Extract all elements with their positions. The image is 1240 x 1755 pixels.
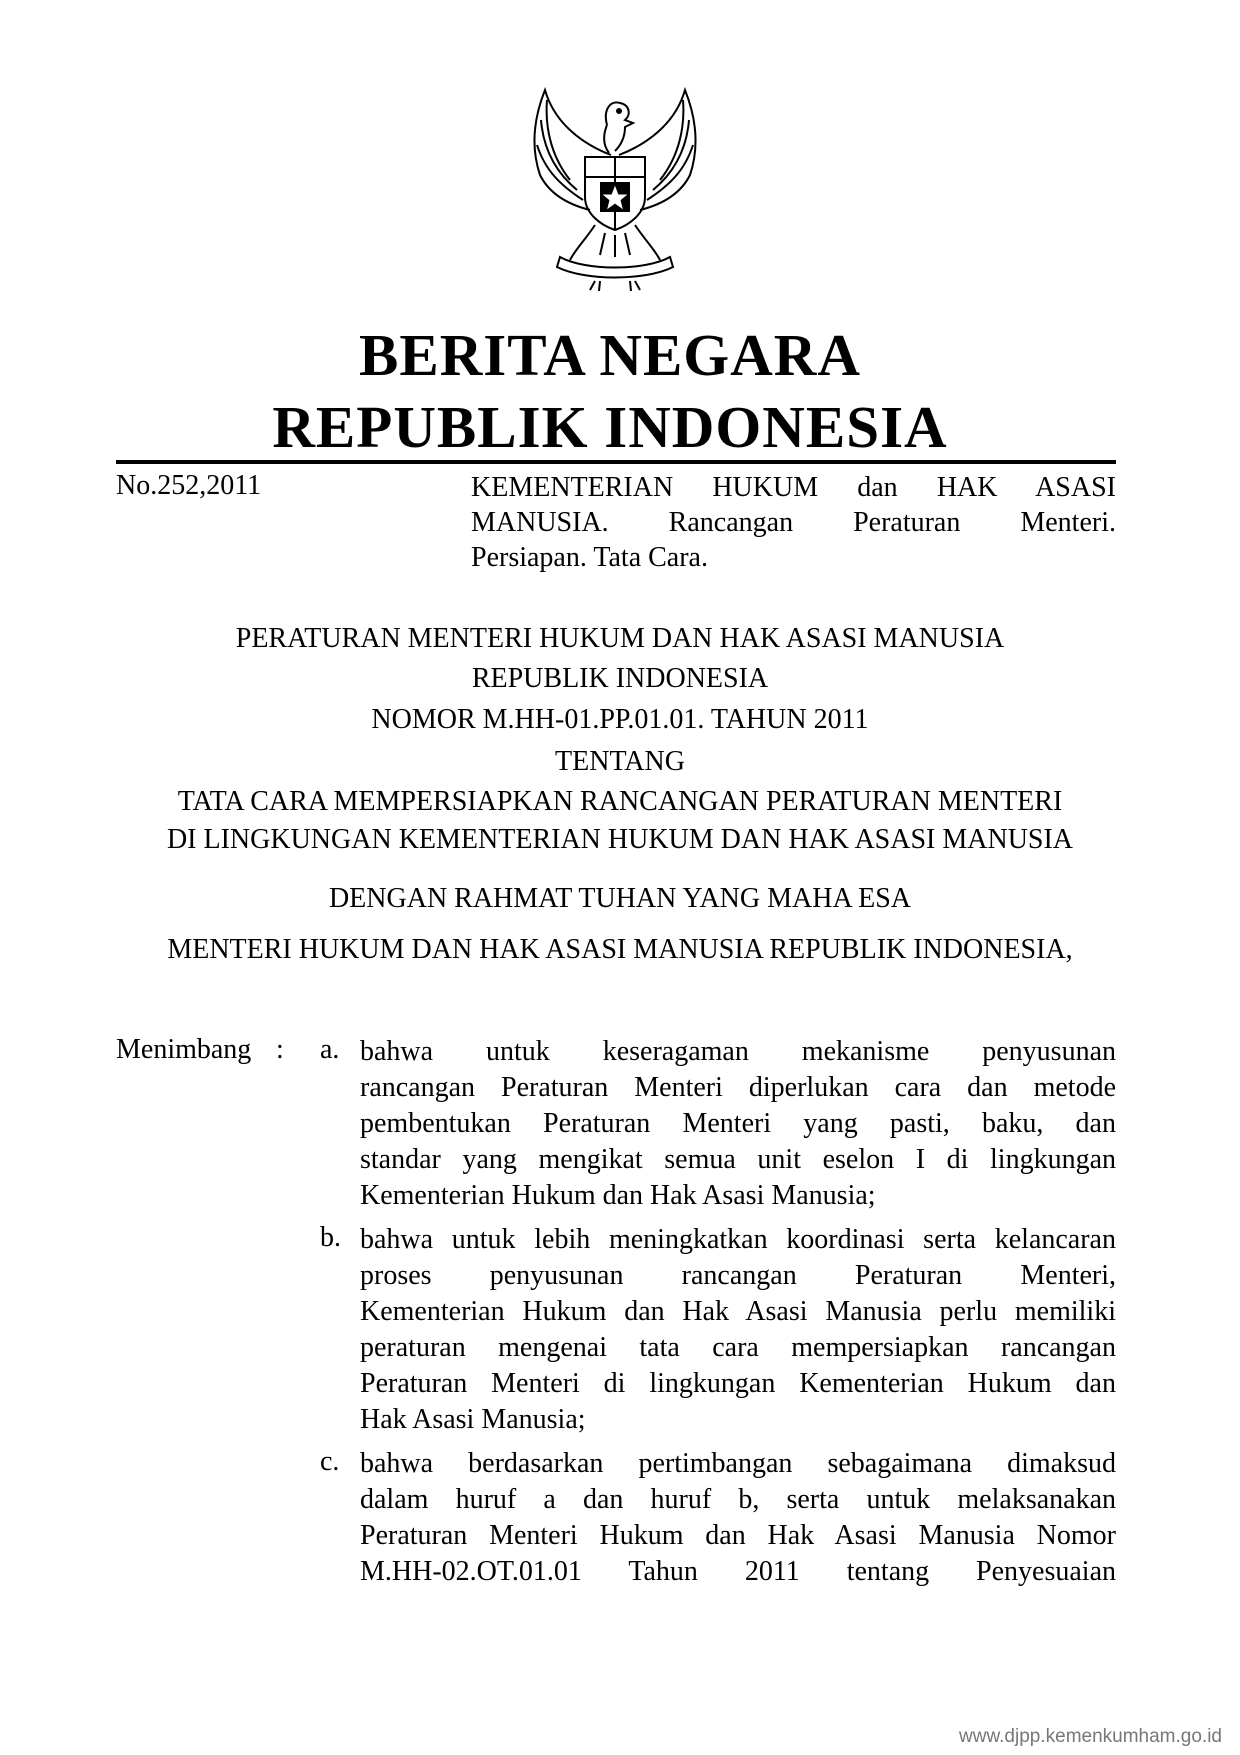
item-line: Peraturan Menteri di lingkungan Kementerian Hukum dan xyxy=(360,1368,1116,1399)
regulation-tentang: TENTANG xyxy=(555,746,685,777)
item-letter: a. xyxy=(320,1034,340,1065)
item-text xyxy=(360,1034,1116,1214)
subject-line: KEMENTERIAN HUKUM dan HAK ASASI xyxy=(471,472,1116,503)
gazette-subject xyxy=(471,470,1116,575)
item-line: proses penyusunan rancangan Peraturan Menteri, xyxy=(360,1260,1116,1291)
item-line: Peraturan Menteri Hukum dan Hak Asasi Manusia Nomor xyxy=(360,1520,1116,1551)
subject-line: MANUSIA. Rancangan Peraturan Menteri. xyxy=(471,507,1116,538)
item-letter: b. xyxy=(320,1222,341,1253)
subject-line: Persiapan. Tata Cara. xyxy=(471,542,708,573)
preamble-line: DENGAN RAHMAT TUHAN YANG MAHA ESA xyxy=(328,883,912,914)
regulation-number: NOMOR M.HH-01.PP.01.01. TAHUN 2011 xyxy=(371,704,869,735)
item-line: dalam huruf a dan huruf b, serta untuk melaksanakan xyxy=(360,1484,1116,1515)
gazette-number: No.252,2011 xyxy=(116,470,262,501)
item-line: bahwa berdasarkan pertimbangan sebagaimana dimaksud xyxy=(360,1448,1116,1479)
item-text xyxy=(360,1222,1116,1438)
regulation-title-line: DI LINGKUNGAN KEMENTERIAN HUKUM DAN HAK ASASI MANUSIA xyxy=(166,824,1074,855)
masthead-rule xyxy=(116,460,1116,464)
item-line: Hak Asasi Manusia; xyxy=(360,1404,586,1435)
item-line: rancangan Peraturan Menteri diperlukan cara dan metode xyxy=(360,1072,1116,1103)
garuda-pancasila-emblem xyxy=(515,85,715,295)
regulation-heading: PERATURAN MENTERI HUKUM DAN HAK ASASI MANUSIA xyxy=(235,623,1005,654)
considering-label: Menimbang xyxy=(116,1034,252,1065)
item-line: M.HH-02.OT.01.01 Tahun 2011 tentang Penyesuaian xyxy=(360,1556,1116,1587)
item-line: Kementerian Hukum dan Hak Asasi Manusia perlu memiliki xyxy=(360,1296,1116,1327)
item-line: standar yang mengikat semua unit eselon I di lingkungan xyxy=(360,1144,1116,1175)
item-text xyxy=(360,1446,1116,1590)
item-line: peraturan mengenai tata cara mempersiapkan rancangan xyxy=(360,1332,1116,1363)
considering-colon: : xyxy=(276,1034,284,1065)
regulation-country: REPUBLIK INDONESIA xyxy=(471,663,769,694)
regulation-title-line: TATA CARA MEMPERSIAPKAN RANCANGAN PERATURAN MENTERI xyxy=(177,786,1063,817)
footer-url: www.djpp.kemenkumham.go.id xyxy=(959,1726,1222,1747)
masthead-subtitle: REPUBLIK INDONESIA xyxy=(272,394,948,460)
preamble-minister: MENTERI HUKUM DAN HAK ASASI MANUSIA REPUBLIK INDONESIA, xyxy=(167,934,1073,965)
item-line: pembentukan Peraturan Menteri yang pasti, baku, dan xyxy=(360,1108,1116,1139)
item-line: bahwa untuk keseragaman mekanisme penyusunan xyxy=(360,1036,1116,1067)
item-line: bahwa untuk lebih meningkatkan koordinasi serta kelancaran xyxy=(360,1224,1116,1255)
masthead-title: BERITA NEGARA xyxy=(358,322,862,388)
item-line: Kementerian Hukum dan Hak Asasi Manusia; xyxy=(360,1180,876,1211)
item-letter: c. xyxy=(320,1446,340,1477)
